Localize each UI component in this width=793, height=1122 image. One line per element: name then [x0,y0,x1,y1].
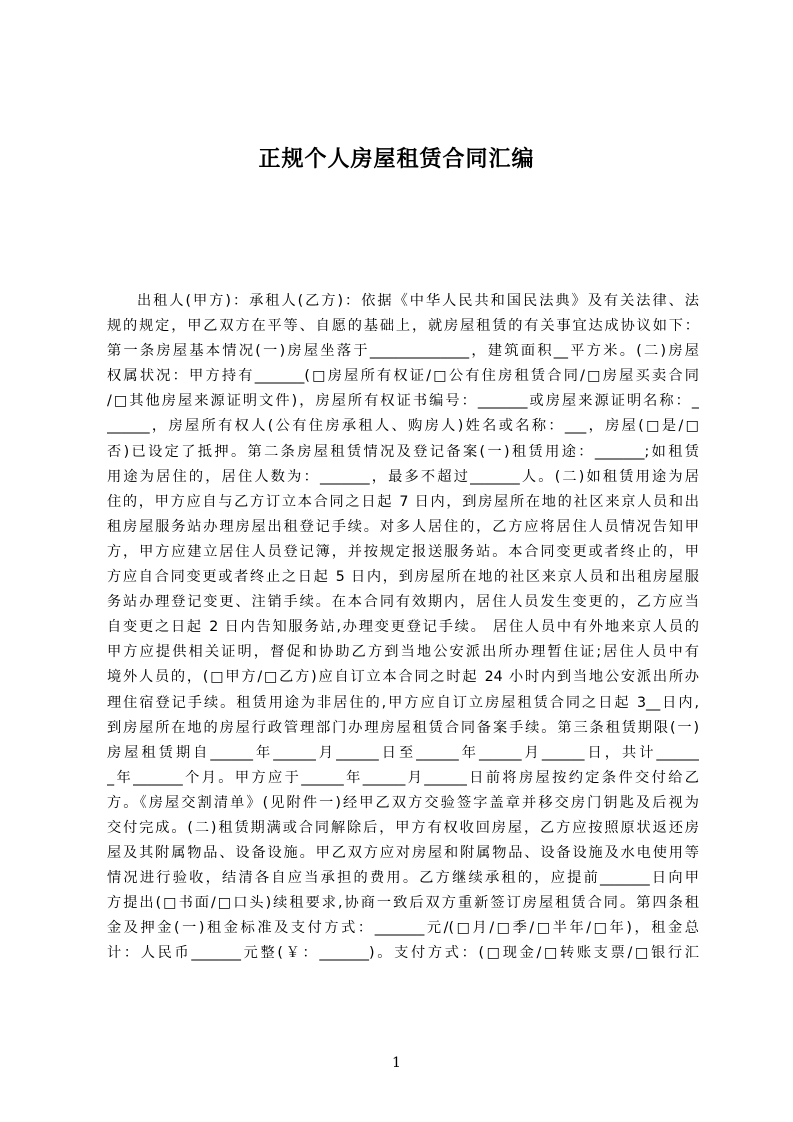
body-line: /□其他房屋来源证明文件)，房屋所有权证书编号：_______或房屋来源证明名称：_ [107,393,699,410]
body-line: 金及押金(一)租金标准及支付方式：_______元/(□月/□季/□半年/□年)，租金总 [107,920,699,937]
body-line: 计：人民币_______元整(￥：_______)。支付方式：(□现金/□转账支票/□银行汇 [107,945,699,962]
body-line: 方，甲方应建立居住人员登记簿，并按规定报送服务站。本合同变更或者终止的，甲 [107,543,699,560]
body-line: 方。《房屋交割清单》(见附件一)经甲乙双方交验签字盖章并移交房门钥匙及后视为 [107,794,699,811]
body-line: 务站办理登记变更、注销手续。在本合同有效期内，居住人员发生变更的，乙方应当 [107,594,699,611]
body-line: 到房屋所在地的房屋行政管理部门办理房屋租赁合同备案手续。第三条租赁期限(一) [107,719,699,736]
body-line: 住的，甲方应自与乙方订立本合同之日起 7 日内，到房屋所在地的社区来京人员和出 [107,493,699,510]
body-line: 租房屋服务站办理房屋出租登记手续。对多人居住的，乙方应将居住人员情况告知甲 [107,518,699,535]
body-line: 否)已设定了抵押。第二条房屋租赁情况及登记备案(一)租赁用途：_______;如租赁 [107,443,699,460]
body-line: 权属状况：甲方持有_______(□房屋所有权证/□公有住房租赁合同/□房屋买卖合同 [107,368,699,385]
body-line: 理住宿登记手续。租赁用途为非居住的,甲方应自订立房屋租赁合同之日起 3__日内, [107,694,699,711]
page-number: 1 [392,1055,401,1071]
document-title: 正规个人房屋租赁合同汇编 [258,147,535,172]
body-line: 交付完成。(二)租赁期满或合同解除后，甲方有权收回房屋，乙方应按照原状返还房 [107,819,699,836]
body-line: 用途为居住的，居住人数为：_______，最多不超过_______人。(二)如租赁用途为居 [107,468,699,485]
body-line: 屋及其附属物品、设备设施。甲乙双方应对房屋和附属物品、设备设施及水电使用等 [107,845,699,862]
body-line: 甲方应提供相关证明，督促和协助乙方到当地公安派出所办理暂住证;居住人员中有 [107,644,699,661]
body-line: 房屋租赁期自______年______月______日至______年______月______日，共计______ [107,744,699,761]
body-line: 第一条房屋基本情况(一)房屋坐落于______________，建筑面积__平方米。(二)房屋 [107,343,699,360]
body-line: 出租人(甲方)：承租人(乙方)：依据《中华人民共和国民法典》及有关法律、法 [137,293,699,309]
body-line: ______，房屋所有权人(公有住房承租人、购房人)姓名或名称：___，房屋(□是/□ [107,418,699,435]
body-line: 自变更之日起 2 日内告知服务站,办理变更登记手续。 居住人员中有外地来京人员的 [107,619,699,636]
contract-body [107,289,699,967]
body-line: 情况进行验收，结清各自应当承担的费用。乙方继续承租的，应提前_______日向甲 [107,870,699,887]
body-line: 方应自合同变更或者终止之日起 5 日内，到房屋所在地的社区来京人员和出租房屋服 [107,569,699,586]
body-line: 规的规定，甲乙双方在平等、自愿的基础上，就房屋租赁的有关事宜达成协议如下： [107,318,699,335]
body-line: _年_______个月。甲方应于______年______月______日前将房屋按约定条件交付给乙 [107,769,699,786]
body-line: 方提出(□书面/□口头)续租要求,协商一致后双方重新签订房屋租赁合同。第四条租 [107,895,699,912]
body-line: 境外人员的，(□甲方/□乙方)应自订立本合同之时起 24 小时内到当地公安派出所办 [107,669,699,686]
